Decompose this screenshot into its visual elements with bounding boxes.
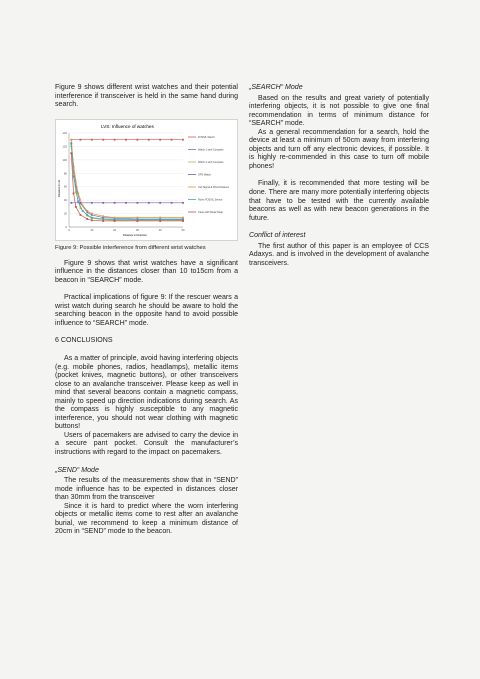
data-point (91, 202, 93, 204)
legend-label: Watch 1 with Compass (198, 148, 224, 152)
figure-9 (55, 119, 238, 241)
x-tick-label: 50 (181, 227, 185, 232)
conflict-of-interest-text: The first author of this paper is an employee of CCS Adaxys. and is involved in the development of avalanche transceivers. (249, 242, 429, 267)
x-tick-label: 20 (113, 227, 117, 232)
legend-label: Watch 2 with Compass (198, 160, 224, 164)
data-point (80, 138, 82, 140)
data-point (82, 204, 84, 206)
y-tick-label: 120 (62, 144, 67, 149)
chart-ylabel: Distance in cm (58, 179, 61, 197)
search-paragraph-2: As a general recommendation for a search, hold the device at least a minimum of 50cm away from interfering objects and turn off any electronic devices, if possible. It is highly re-commended in this case to turn off mobile phones! (249, 128, 429, 170)
legend-label: GPS Watch (198, 173, 211, 177)
send-mode-heading: „SEND“ Mode (55, 466, 99, 474)
practical-implications: Practical implications of figure 9: If the rescuer wears a wrist watch during search he should be aware to hold the searching beacon in the opposite hand to avoid possible influence to “SEARCH” mode. (55, 294, 238, 327)
final-recommendation: Finally, it is recommended that more testing will be done. There are many more potentially interfering objects that have to be tested with the currently available beacons as well as with new beacon generations in the future. (249, 180, 429, 222)
send-paragraph-2: Since it is hard to predict where the worn interfering objects or metallic items come to rest after an avalanche burial, we recommend to keep a minimum distance of 20cm in “SEND” mode to the beacon. (55, 502, 238, 536)
data-point (82, 210, 84, 212)
data-point (91, 219, 93, 221)
data-point (75, 206, 77, 208)
data-point (125, 138, 127, 140)
data-point (102, 215, 104, 217)
y-tick-label: 140 (62, 130, 67, 135)
figure-discussion: Figure 9 shows that wrist watches have a significant influence in the distances closer than 10 to15cm from a beacon in “SEARCH” mode. (55, 259, 238, 284)
data-point (137, 202, 139, 204)
y-tick-label: 0 (65, 224, 67, 229)
data-point (86, 214, 88, 216)
search-mode-heading: „SEARCH“ Mode (249, 84, 303, 91)
data-point (77, 200, 79, 202)
y-tick-label: 40 (63, 197, 67, 202)
section-heading-conclusions: 6 CONCLUSIONS (55, 337, 113, 345)
data-point (102, 218, 104, 220)
chart-xlabel: Distance in Direction (123, 233, 147, 237)
data-point (80, 214, 82, 216)
data-point (70, 138, 72, 140)
data-point (73, 192, 75, 194)
data-point (86, 210, 88, 212)
data-point (114, 138, 116, 140)
data-point (148, 138, 150, 140)
x-tick-label: 0 (68, 227, 70, 232)
data-point (182, 216, 184, 218)
y-tick-label: 60 (63, 184, 67, 189)
chart-title: LVS: Influence of watches (101, 123, 154, 129)
data-point (182, 220, 184, 222)
legend-label: Rolex FOSSIL Sensor (198, 198, 223, 202)
x-tick-label: 30 (135, 227, 139, 232)
data-point (182, 138, 184, 140)
data-point (80, 202, 82, 204)
data-point (70, 202, 72, 204)
data-point (91, 212, 93, 214)
data-point (159, 138, 161, 140)
figure-caption: Figure 9: Possible interference from different wrist watches (55, 244, 206, 251)
data-point (159, 216, 161, 218)
right-column (249, 84, 429, 277)
legend-label: FOSSIL Watch (198, 135, 215, 139)
data-point (171, 202, 173, 204)
data-point (70, 152, 72, 154)
conclusions-paragraph-1: As a matter of principle, avoid having interfering objects (e.g. mobile phones, radios, headlamps), metallic items (pocket knives, magnetic buttons), or other transceivers close to an avalanche transceiver. Please keep as well in mind that several beacons contain a magnetic compass, mainly to speed up direction indications during search. As the compass is highly susceptible to any magnetic interference, you should not wear clothing with magnetic buttons! (55, 355, 238, 431)
data-point (102, 138, 104, 140)
data-point (102, 220, 104, 222)
data-point (114, 216, 116, 218)
data-point (159, 220, 161, 222)
data-point (148, 202, 150, 204)
x-tick-label: 10 (90, 227, 94, 232)
search-paragraph-1: Based on the results and great variety of potentially interfering objects, it is not possible to give one final recommendation in terms of minimum distance for “SEARCH” mode. (249, 94, 429, 128)
data-point (70, 142, 72, 144)
data-point (91, 138, 93, 140)
data-point (171, 138, 173, 140)
watch-interference-chart (55, 119, 238, 241)
x-tick-label: 40 (158, 227, 162, 232)
data-point (137, 220, 139, 222)
data-point (182, 202, 184, 204)
data-point (91, 216, 93, 218)
left-column (55, 84, 238, 546)
data-point (114, 220, 116, 222)
legend-label: Casio with Metal Strap (198, 210, 224, 214)
data-point (77, 192, 79, 194)
legend-label: Cell Signal & Wrist Distance (198, 185, 230, 189)
intro-paragraph: Figure 9 shows different wrist watches and their potential interference if transceiver is held in the same hand during search. (55, 84, 238, 109)
conflict-of-interest-heading: Conflict of interest (249, 232, 306, 240)
y-tick-label: 20 (63, 211, 67, 216)
data-point (86, 218, 88, 220)
data-point (102, 202, 104, 204)
data-point (125, 202, 127, 204)
data-point (114, 202, 116, 204)
data-point (137, 138, 139, 140)
y-tick-label: 80 (63, 170, 67, 175)
data-point (159, 202, 161, 204)
conclusions-paragraph-2: Users of pacemakers are advised to carry the device in a secure pant pocket. Consult the manufacturer’s instructions with regard to the impact on pacemakers. (55, 431, 238, 457)
send-paragraph-1: The results of the measurements show that in “SEND” mode influence has to be expected in distances closer than 30mm from the transceiver (55, 477, 238, 502)
data-point (137, 216, 139, 218)
y-tick-label: 100 (62, 157, 67, 162)
